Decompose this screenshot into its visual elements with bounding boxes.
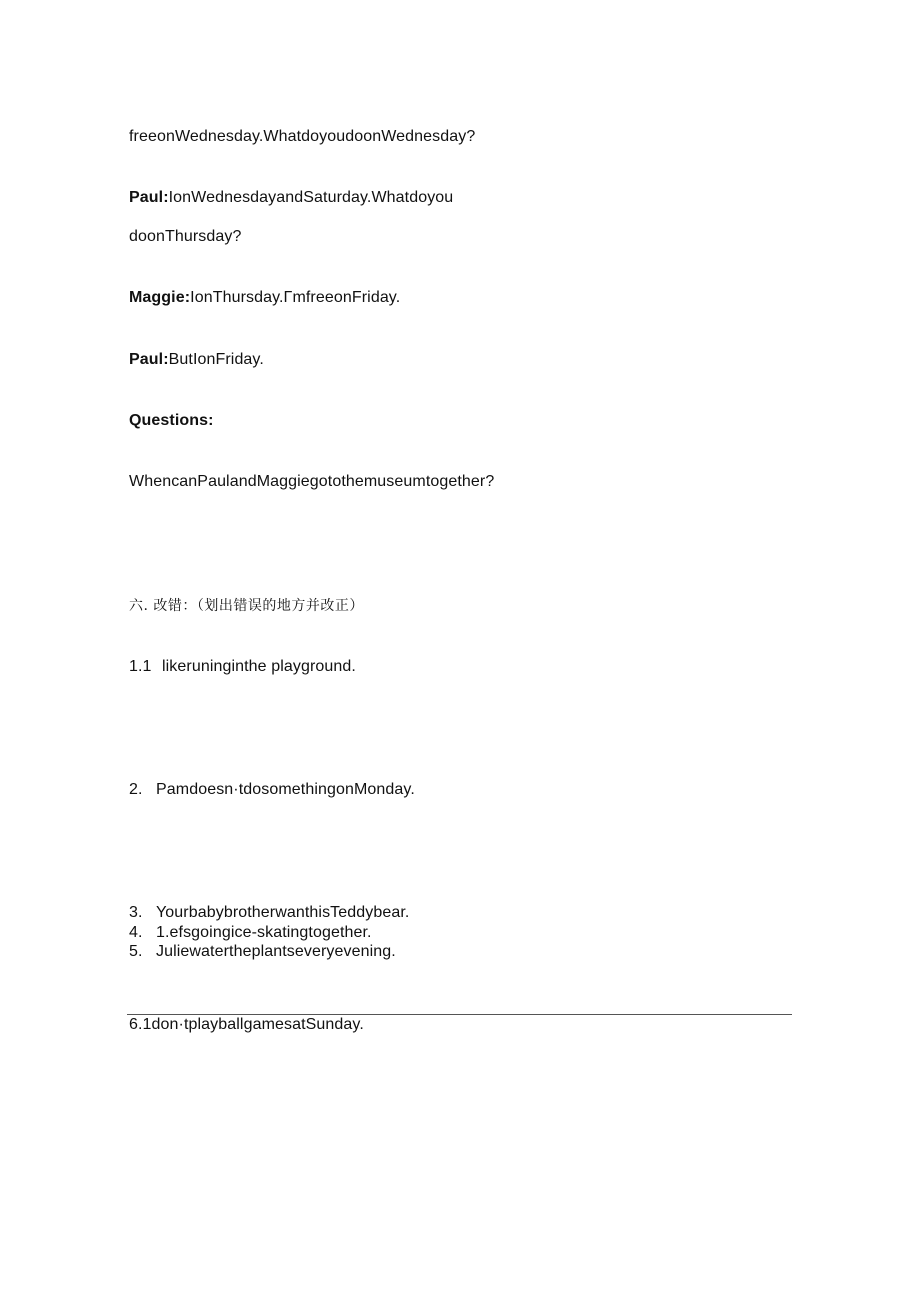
dialogue-line bbox=[129, 227, 242, 247]
dialogue-text: IonWednesdayandSaturday.Whatdoyou bbox=[168, 189, 454, 206]
speaker-label: Paul: bbox=[129, 351, 169, 368]
dialogue-line bbox=[129, 288, 400, 308]
correction-item bbox=[129, 942, 396, 962]
item-text: YourbabybrotherwanthisTeddybear. bbox=[156, 904, 410, 921]
correction-item bbox=[129, 657, 356, 677]
correction-item bbox=[129, 903, 409, 923]
speaker-label: Paul: bbox=[129, 189, 169, 206]
dialogue-text: ButIonFriday. bbox=[168, 351, 264, 368]
item-text: 1.efsgoingice-skatingtogether. bbox=[156, 924, 372, 941]
speaker-label: Maggie: bbox=[129, 289, 191, 306]
dialogue-line bbox=[129, 188, 453, 208]
item-number: 5. bbox=[129, 943, 143, 960]
correction-item bbox=[129, 780, 415, 800]
dialogue-text: doonThursday? bbox=[129, 228, 242, 245]
section-title: 六. 改错：（划出错误的地方并改正） bbox=[129, 598, 364, 614]
item-text: Pamdoesn·tdosomethingonMonday. bbox=[156, 781, 415, 798]
item-text: likeruninginthe playground. bbox=[162, 658, 356, 675]
dialogue-text: freeonWednesday.WhatdoyoudoonWednesday? bbox=[129, 128, 476, 145]
question-text: WhencanPaulandMaggiegotothemuseumtogether? bbox=[129, 473, 495, 490]
correction-item-last: 6.1don·tplayballgamesatSunday. bbox=[129, 1016, 364, 1033]
dialogue-line bbox=[129, 350, 264, 370]
item-number: 2. bbox=[129, 781, 143, 798]
correction-item bbox=[129, 923, 372, 943]
item-number: 1.1 bbox=[129, 658, 152, 675]
dialogue-text: IonThursday.ΓmfreeonFriday. bbox=[190, 289, 401, 306]
item-text: Juliewatertheplantseveryevening. bbox=[156, 943, 396, 960]
item-number: 4. bbox=[129, 924, 143, 941]
dialogue-line bbox=[129, 127, 475, 147]
questions-heading: Questions: bbox=[129, 412, 214, 429]
item-number: 3. bbox=[129, 904, 143, 921]
